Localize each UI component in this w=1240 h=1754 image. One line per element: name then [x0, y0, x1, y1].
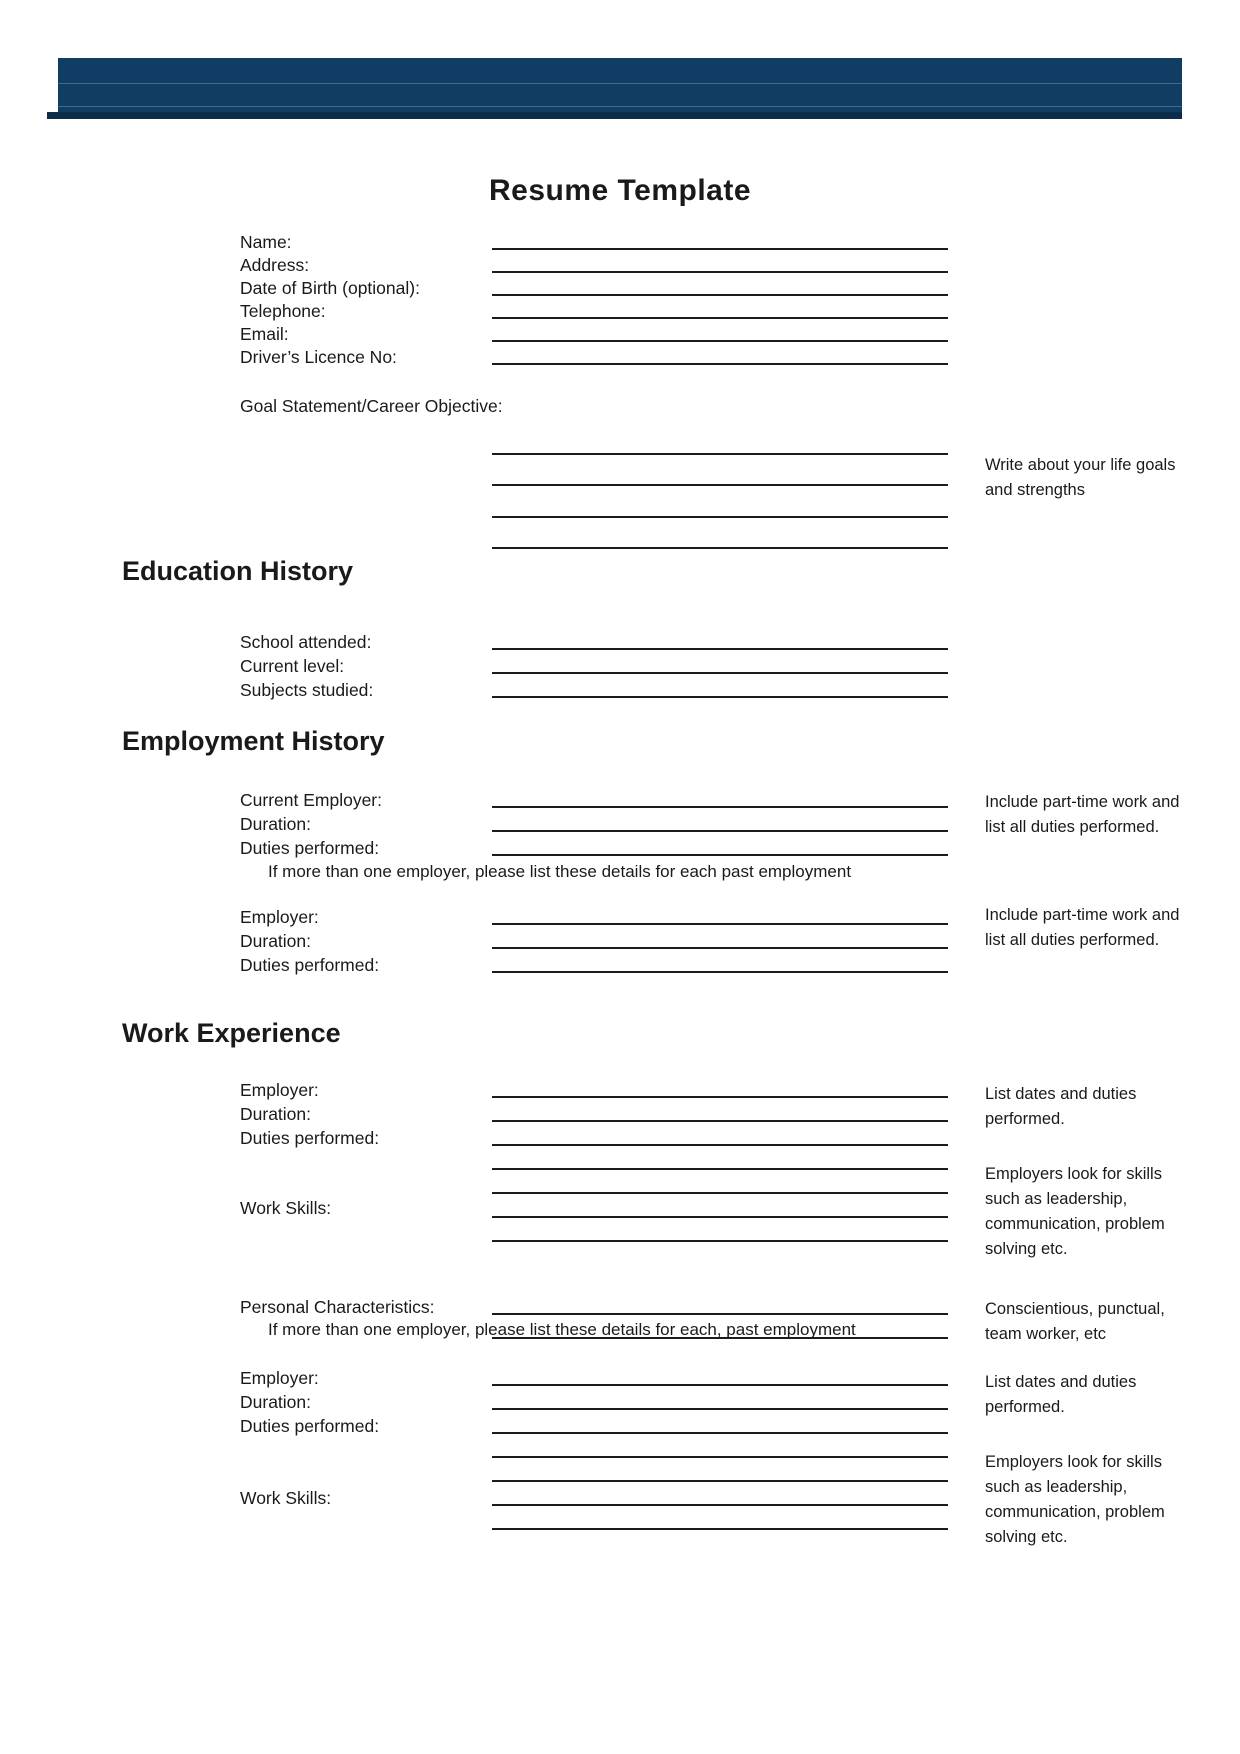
previous-duties-label: Duties performed:	[240, 955, 380, 975]
education-history-heading: Education History	[122, 556, 354, 586]
job1-duration-line	[492, 1120, 948, 1122]
job1-duties-label: Duties performed:	[240, 1128, 380, 1148]
previous-employer-line	[492, 923, 948, 925]
goal-statement-note: Write about your life goals and strengths	[985, 456, 1176, 499]
date-of-birth-field-line	[492, 294, 948, 296]
header-bar-seam-top	[58, 83, 1182, 84]
job1-employer-label: Employer:	[240, 1080, 319, 1100]
current-duration-line	[492, 830, 948, 832]
goal-statement-line-4	[492, 547, 948, 549]
header-bar-strip	[47, 112, 1182, 119]
personal-characteristics-label: Personal Characteristics:	[240, 1297, 435, 1317]
name-field-label: Name:	[240, 232, 292, 252]
job1-work-skills-line-1	[492, 1216, 948, 1218]
job2-extra-line-1	[492, 1456, 948, 1458]
job2-duration-label: Duration:	[240, 1392, 312, 1412]
current-duties-line	[492, 854, 948, 856]
goal-statement-line-1	[492, 453, 948, 455]
date-of-birth-field-label: Date of Birth (optional):	[240, 278, 420, 298]
job2-work-skills-line-1	[492, 1504, 948, 1506]
current-employer-line	[492, 806, 948, 808]
current-level-label: Current level:	[240, 656, 345, 676]
drivers-licence-field-label: Driver’s Licence No:	[240, 347, 397, 367]
job1-dates-note: List dates and duties performed.	[985, 1085, 1137, 1128]
current-duties-label: Duties performed:	[240, 838, 380, 858]
job2-employer-label: Employer:	[240, 1368, 319, 1388]
job1-duration-label: Duration:	[240, 1104, 312, 1124]
subjects-studied-line	[492, 696, 948, 698]
goal-statement-label: Goal Statement/Career Objective:	[240, 396, 503, 416]
email-field-line	[492, 340, 948, 342]
personal-characteristics-subnote: If more than one employer, please list these details for each, past employment	[268, 1320, 856, 1339]
job2-duties-line	[492, 1432, 948, 1434]
goal-statement-line-2	[492, 484, 948, 486]
goal-statement-line-3	[492, 516, 948, 518]
job1-work-skills-line-2	[492, 1240, 948, 1242]
job2-extra-line-2	[492, 1480, 948, 1482]
employment-previous-note: Include part-time work and list all duties performed.	[985, 906, 1180, 949]
address-field-line	[492, 271, 948, 273]
subjects-studied-label: Subjects studied:	[240, 680, 374, 700]
school-attended-line	[492, 648, 948, 650]
work-experience-heading: Work Experience	[122, 1018, 341, 1048]
job2-work-skills-line-2	[492, 1528, 948, 1530]
job2-work-skills-label: Work Skills:	[240, 1488, 332, 1508]
job2-dates-note: List dates and duties performed.	[985, 1373, 1137, 1416]
current-level-line	[492, 672, 948, 674]
job2-skills-note: Employers look for skills such as leadership, communication, problem solving etc.	[985, 1453, 1165, 1546]
school-attended-label: School attended:	[240, 632, 372, 652]
employment-history-heading: Employment History	[122, 726, 385, 756]
previous-duration-line	[492, 947, 948, 949]
previous-duration-label: Duration:	[240, 931, 312, 951]
job1-skills-note: Employers look for skills such as leadership, communication, problem solving etc.	[985, 1165, 1165, 1258]
job2-duration-line	[492, 1408, 948, 1410]
personal-characteristics-line	[492, 1313, 948, 1315]
previous-duties-line	[492, 971, 948, 973]
employment-subnote: If more than one employer, please list these details for each past employment	[268, 862, 852, 881]
name-field-line	[492, 248, 948, 250]
job1-employer-line	[492, 1096, 948, 1098]
employment-current-note: Include part-time work and list all duties performed.	[985, 793, 1180, 836]
current-duration-label: Duration:	[240, 814, 312, 834]
address-field-label: Address:	[240, 255, 310, 275]
current-employer-label: Current Employer:	[240, 790, 382, 810]
email-field-label: Email:	[240, 324, 289, 344]
previous-employer-label: Employer:	[240, 907, 319, 927]
header-bar	[58, 58, 1182, 112]
document-title: Resume Template	[488, 174, 752, 207]
telephone-field-line	[492, 317, 948, 319]
job1-work-skills-label: Work Skills:	[240, 1198, 332, 1218]
drivers-licence-field-line	[492, 363, 948, 365]
job1-duties-line	[492, 1144, 948, 1146]
job2-employer-line	[492, 1384, 948, 1386]
job2-duties-label: Duties performed:	[240, 1416, 380, 1436]
telephone-field-label: Telephone:	[240, 301, 326, 321]
job1-extra-line-2	[492, 1192, 948, 1194]
header-bar-seam-bottom	[58, 106, 1182, 107]
personal-characteristics-note: Conscientious, punctual, team worker, etc	[985, 1300, 1165, 1343]
job1-extra-line-1	[492, 1168, 948, 1170]
